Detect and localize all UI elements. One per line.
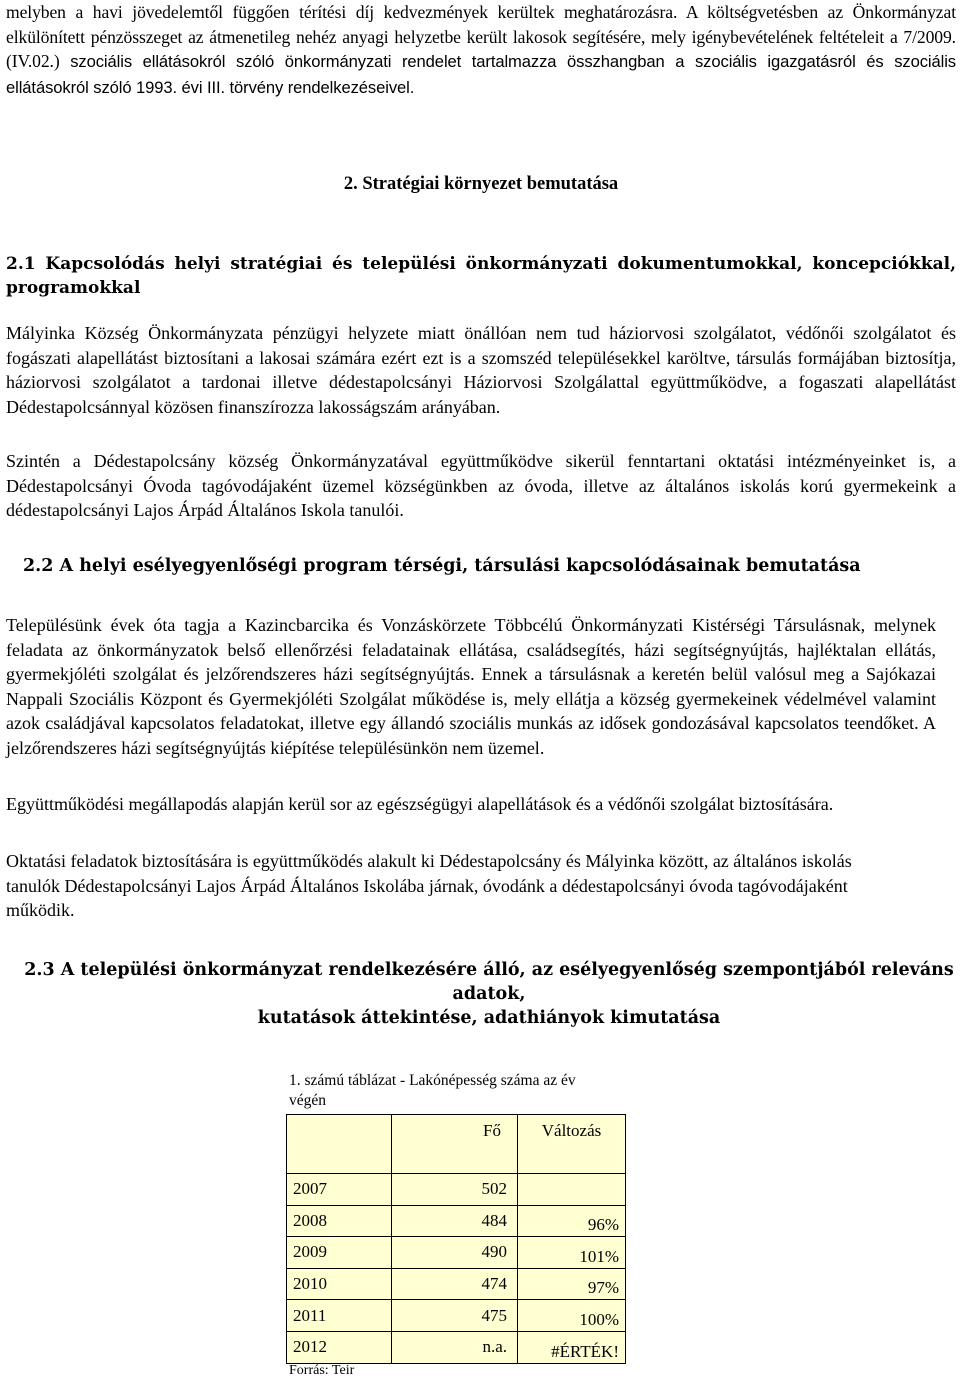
table-cell-valtozas xyxy=(518,1174,626,1206)
table-row xyxy=(287,1174,626,1206)
table-row xyxy=(287,1205,626,1237)
section-2-3-heading xyxy=(22,958,956,1030)
section-2-3-heading-line-1: 2.3 A települési önkormányzat rendelkezésére álló, az esélyegyenlőség szempontjából releváns adatok, xyxy=(24,960,954,1004)
section-2-2-paragraph-1: Településünk évek óta tagja a Kazincbarcika és Vonzáskörzete Többcélú Önkormányzati Kistérségi Társulásnak, melynek feladata az önkormányzatok belső ellenőrzési feladatainak ellátása, családsegítés, házi segítségnyújtás, hajléktalan ellátás, gyermekjóléti szolgálat és jelzőrendszeres házi segítségnyújtás. Ennek a társulásnak a keretén belül valósul meg a Sajókazai Nappali Szociális Központ és Gyermekjóléti Szolgálat működése is, mely ellátja a község gyermekeinek védelmével valamint azok családjával kapcsolatos feladatokat, illetve egy állandó szociális munkás az idősek gondozásával kapcsolatos teendőket. A jelzőrendszeres házi segítségnyújtás kiépítése településünkön nem üzemel. xyxy=(6,615,936,758)
table-cell-fo: 484 xyxy=(392,1205,518,1237)
population-table xyxy=(286,1114,626,1364)
table-header-valtozas: Változás xyxy=(518,1115,626,1174)
table-caption: 1. számú táblázat - Lakónépesség száma az év végén xyxy=(289,1072,576,1109)
table-cell-year: 2009 xyxy=(287,1237,392,1269)
table-header-fo: Fő xyxy=(392,1115,518,1174)
intro-text-part1: melyben a havi jövedelemtől függően térítési díj kedvezmények kerültek meghatározásra. A költségvetésben az Önkormányzat elkülönített pénzösszeget az átmenetileg nehéz anyagi helyzetbe került lakosok segítésére, mely igénybevételének feltételeit a 7/2009. (IV.02.) xyxy=(6,2,956,71)
table-header-year xyxy=(287,1115,392,1174)
table-row xyxy=(287,1237,626,1269)
section-2-3-heading-line-2: kutatások áttekintése, adathiányok kimutatása xyxy=(257,1008,721,1028)
table-row xyxy=(287,1300,626,1332)
table-cell-year: 2010 xyxy=(287,1268,392,1300)
table-cell-fo: 502 xyxy=(392,1174,518,1206)
section-2-2-heading: 2.2 A helyi esélyegyenlőségi program térségi, társulási kapcsolódásainak bemutatása xyxy=(23,556,861,576)
table-cell-valtozas: 100% xyxy=(518,1300,626,1332)
section-2-1-paragraph-1: Mályinka Község Önkormányzata pénzügyi helyzete miatt önállóan nem tud háziorvosi szolgálatot, védőnői szolgálatot és fogászati alapellátást biztosítani a lakosai számára ezért ezt is a szomszéd településekkel karöltve, társulás formájában biztosítja, háziorvosi szolgálatot a tardonai illetve dédestapolcsányi Háziorvosi Szolgálattal együttműködve, a fogaszati alapellátást Dédestapolcsánnyal közösen finanszírozza lakosságszám arányában. xyxy=(6,323,956,417)
table-cell-valtozas: #ÉRTÉK! xyxy=(518,1331,626,1363)
table-cell-fo: 490 xyxy=(392,1237,518,1269)
table-cell-fo: 474 xyxy=(392,1268,518,1300)
section-2-1-paragraph-2: Szintén a Dédestapolcsány község Önkormányzatával együttműködve sikerül fenntartani oktatási intézményeinket is, a Dédestapolcsányi Óvoda tagóvodájaként üzemel községünkben az óvoda, illetve az általános iskolás korú gyermekeink a dédestapolcsányi Lajos Árpád Általános Iskola tanulói. xyxy=(6,451,956,521)
intro-paragraph xyxy=(6,0,956,100)
table-cell-year: 2007 xyxy=(287,1174,392,1206)
table-cell-fo: 475 xyxy=(392,1300,518,1332)
table-cell-year: 2012 xyxy=(287,1331,392,1363)
section-2-heading: 2. Stratégiai környezet bemutatása xyxy=(343,174,619,194)
table-source: Forrás: Teir xyxy=(289,1363,355,1378)
table-row xyxy=(287,1331,626,1363)
table-cell-valtozas: 96% xyxy=(518,1205,626,1237)
table-cell-valtozas: 97% xyxy=(518,1268,626,1300)
section-2-1-heading: 2.1 Kapcsolódás helyi stratégiai és települési önkormányzati dokumentumokkal, koncepciókkal, programokkal xyxy=(6,254,956,298)
table-cell-year: 2008 xyxy=(287,1205,392,1237)
section-2-2-paragraph-2: Együttműködési megállapodás alapján kerül sor az egészségügyi alapellátások és a védőnői szolgálat biztosítására. xyxy=(6,794,834,814)
table-row xyxy=(287,1268,626,1300)
table-header-row xyxy=(287,1115,626,1174)
section-2-2-paragraph-3: Oktatási feladatok biztosítására is együttműködés alakult ki Dédestapolcsány és Mályinka között, az általános iskolás tanulók Dédestapolcsányi Lajos Árpád Általános Iskolába járnak, óvodánk a dédestapolcsányi óvoda tagóvodájaként működik. xyxy=(6,851,852,921)
table-cell-valtozas: 101% xyxy=(518,1237,626,1269)
intro-text-part2: szociális ellátásokról szóló önkormányzati rendelet tartalmazza összhangban a szociális igazgatásról és szociális ellátásokról szóló 1993. évi III. törvény rendelkezéseivel. xyxy=(6,52,956,97)
table-cell-year: 2011 xyxy=(287,1300,392,1332)
table-cell-fo: n.a. xyxy=(392,1331,518,1363)
